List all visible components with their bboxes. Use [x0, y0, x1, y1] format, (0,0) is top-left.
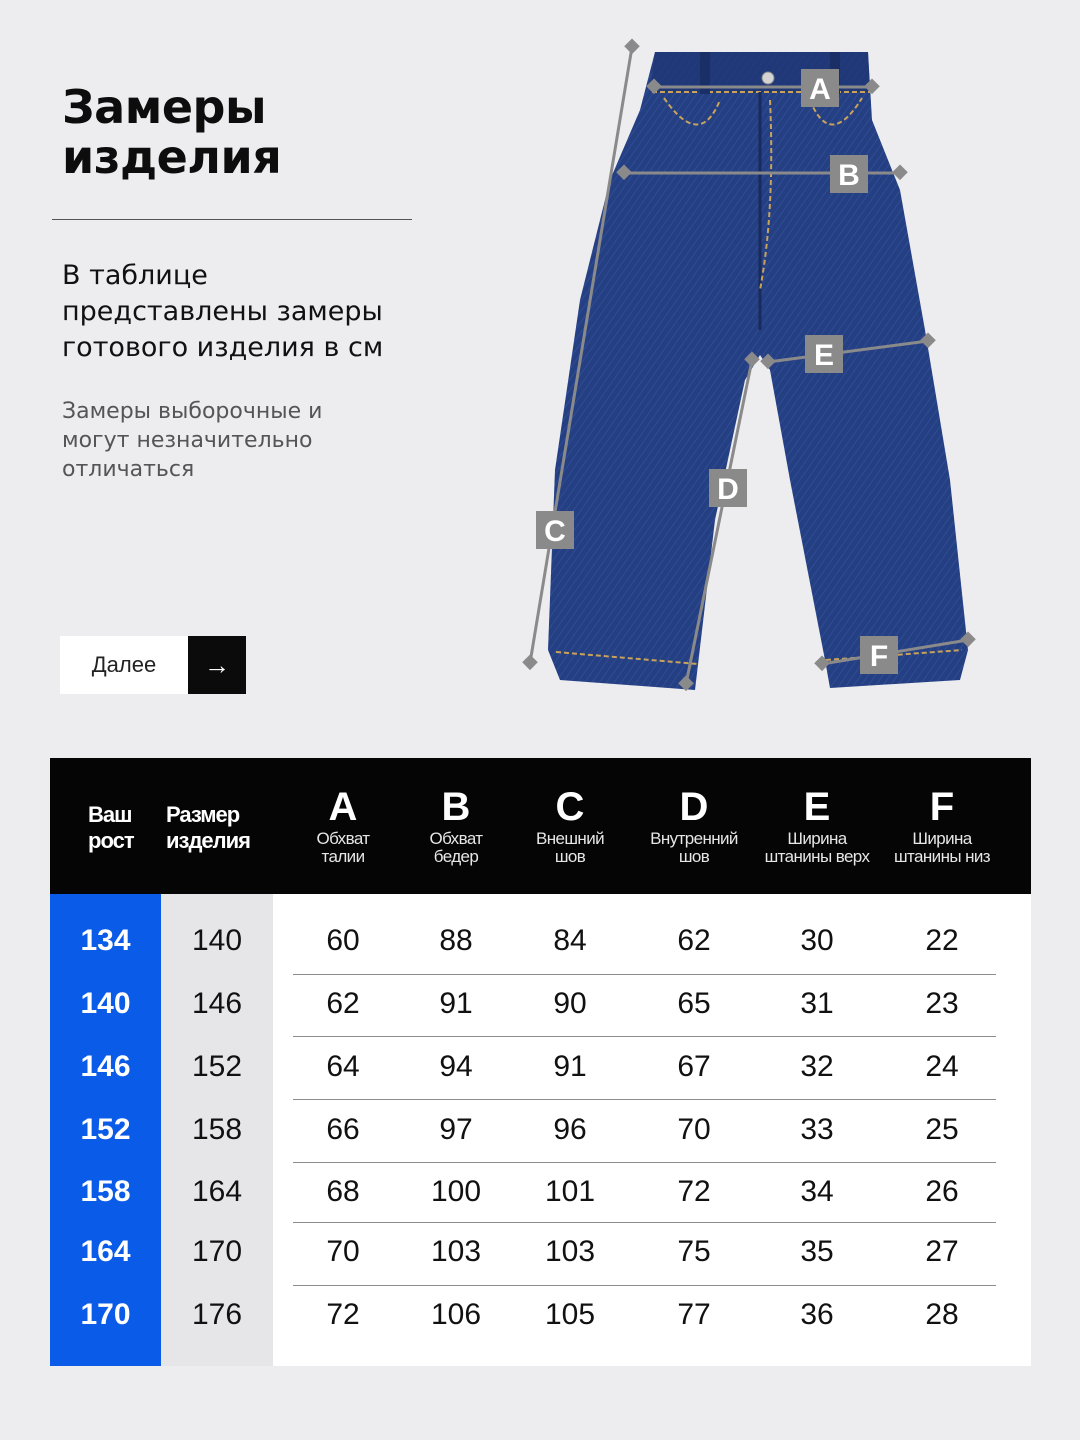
header-sublabel: Ширина штанины верх	[764, 829, 870, 866]
cell-c: 105	[544, 1298, 596, 1331]
arrow-right-icon[interactable]: →	[188, 636, 246, 694]
header-letter: B	[441, 785, 471, 829]
cell-height: 158	[80, 1175, 131, 1208]
cell-c: 101	[544, 1175, 596, 1208]
cell-c: 84	[553, 924, 587, 957]
cell-size: 170	[191, 1235, 243, 1268]
cell-a: 68	[326, 1175, 360, 1208]
jeans-icon	[548, 52, 968, 690]
row-divider	[293, 1162, 996, 1163]
header-letter: C	[555, 785, 585, 829]
header-col-d	[638, 758, 750, 894]
page-title-line-1: Замеры	[62, 80, 267, 134]
cell-b: 91	[439, 987, 473, 1020]
cell-e: 31	[800, 987, 834, 1020]
measure-label-a: A	[809, 73, 831, 106]
header-letter: A	[328, 785, 358, 829]
header-sublabel: Внешний шов	[535, 829, 604, 866]
cell-size: 152	[191, 1050, 243, 1083]
cell-f: 26	[925, 1175, 959, 1208]
header-height	[88, 802, 144, 854]
cell-height: 152	[80, 1113, 131, 1146]
cell-f: 28	[925, 1298, 959, 1331]
header-sublabel: Внутренний шов	[650, 829, 738, 866]
cell-size: 158	[191, 1113, 243, 1146]
table-row	[50, 1287, 1031, 1343]
cell-f: 24	[925, 1050, 959, 1083]
note-text: Замеры выборочные и могут незначительно отличаться	[62, 399, 323, 482]
cell-d: 77	[677, 1298, 711, 1331]
table-header	[50, 758, 1031, 894]
table-row	[50, 1164, 1031, 1220]
row-divider	[293, 1099, 996, 1100]
cell-d: 67	[677, 1050, 711, 1083]
cell-e: 33	[800, 1113, 834, 1146]
measure-label-c: C	[544, 515, 566, 548]
header-sublabel: Обхват бедер	[429, 829, 483, 866]
cell-a: 66	[326, 1113, 360, 1146]
measure-label-b: B	[838, 159, 860, 192]
measure-label-f: F	[869, 640, 889, 673]
cell-a: 70	[326, 1235, 360, 1268]
header-sublabel: Обхват талии	[316, 829, 370, 866]
lead-text: В таблице представлены замеры готового изделия в см	[62, 260, 384, 363]
header-col-b	[406, 758, 506, 894]
cell-size: 176	[191, 1298, 243, 1331]
cell-e: 34	[800, 1175, 834, 1208]
cell-b: 97	[439, 1113, 473, 1146]
header-col-e	[756, 758, 878, 894]
page-title-line-2: изделия	[62, 130, 282, 184]
row-divider	[293, 974, 996, 975]
table-row	[50, 1224, 1031, 1280]
cell-c: 91	[553, 1050, 587, 1083]
cell-d: 65	[677, 987, 711, 1020]
cell-c: 103	[544, 1235, 596, 1268]
cell-a: 72	[326, 1298, 360, 1331]
cell-height: 164	[80, 1235, 131, 1268]
measure-label-d: D	[717, 473, 739, 506]
row-divider	[293, 1285, 996, 1286]
table-row	[50, 1102, 1031, 1158]
header-col-f	[884, 758, 1000, 894]
cell-height: 170	[80, 1298, 131, 1331]
cell-f: 23	[925, 987, 959, 1020]
cell-e: 30	[800, 924, 834, 957]
cell-height: 140	[80, 987, 131, 1020]
cell-e: 35	[800, 1235, 834, 1268]
cell-c: 90	[553, 987, 587, 1020]
cell-size: 164	[191, 1175, 243, 1208]
header-size	[166, 802, 266, 854]
cell-b: 88	[439, 924, 473, 957]
size-table	[50, 758, 1031, 1366]
cell-b: 100	[430, 1175, 482, 1208]
cell-size: 146	[191, 987, 243, 1020]
header-sublabel: Ширина штанины низ	[894, 829, 990, 866]
cell-f: 27	[925, 1235, 959, 1268]
measure-label-e: E	[813, 339, 835, 372]
row-divider	[293, 1036, 996, 1037]
cell-a: 60	[326, 924, 360, 957]
cell-b: 94	[439, 1050, 473, 1083]
cell-d: 62	[677, 924, 711, 957]
header-height-text: Ваш рост	[88, 802, 134, 853]
header-letter: F	[929, 785, 955, 829]
cell-b: 106	[430, 1298, 482, 1331]
header-letter: D	[679, 785, 709, 829]
cell-size: 140	[191, 924, 243, 957]
cell-height: 146	[80, 1050, 131, 1083]
header-col-a	[293, 758, 393, 894]
table-row	[50, 913, 1031, 969]
table-row	[50, 976, 1031, 1032]
cell-f: 25	[925, 1113, 959, 1146]
header-size-text: Размер изделия	[166, 802, 250, 853]
cell-height: 134	[80, 924, 131, 957]
table-row	[50, 1039, 1031, 1095]
row-divider	[293, 1222, 996, 1223]
header-letter: E	[803, 785, 831, 829]
cell-c: 96	[553, 1113, 587, 1146]
cell-d: 72	[677, 1175, 711, 1208]
cell-b: 103	[430, 1235, 482, 1268]
cell-e: 36	[800, 1298, 834, 1331]
header-col-c	[520, 758, 620, 894]
cell-f: 22	[925, 924, 959, 957]
cell-d: 70	[677, 1113, 711, 1146]
cell-d: 75	[677, 1235, 711, 1268]
next-button-label[interactable]: Далее	[60, 636, 188, 694]
cell-a: 64	[326, 1050, 360, 1083]
cell-e: 32	[800, 1050, 834, 1083]
cell-a: 62	[326, 987, 360, 1020]
